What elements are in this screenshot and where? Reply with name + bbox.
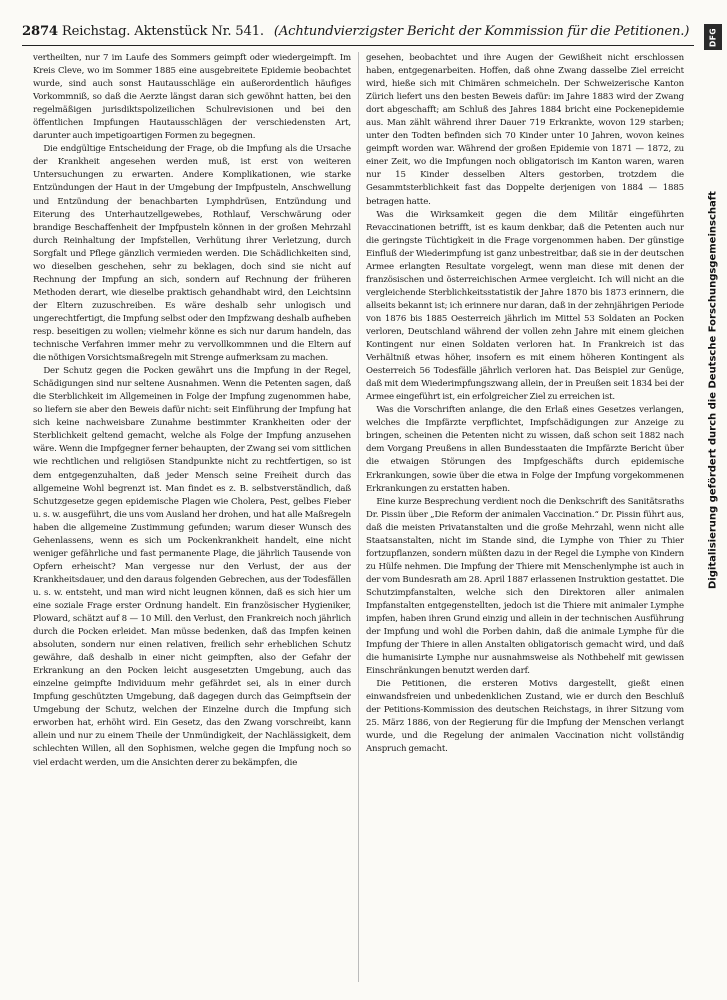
report-title: (Achtundvierzigster Bericht der Kommission für die Petitionen.) [273, 24, 690, 39]
header-rule [22, 45, 694, 46]
digitization-note: Digitalisierung gefördert durch die Deutsche Forschungsgemeinschaft [707, 191, 719, 589]
page-header [22, 20, 694, 44]
paragraph: Was die Wirksamkeit gegen die dem Militär eingeführten Revaccinationen betrifft, ist es kaum denkbar, daß die Petenten auch nur die geringste Tüchtigkeit in die Frage vorgenommen haben. Der günstige Einfluß der Wiederimpfung ist ganz unbestreitbar, daß sie in der deutschen Armee erlangten Resultate vorgelegt, wenn man diese mit denen der französischen und österreichischen Armee vergleicht. Ich will nicht an die vergleichende Sterblichkeitsstatistik der Jahre 1870 bis 1873 erinnern, die allseits bekannt ist; ich erinnere nur daran, daß in der zehnjährigen Periode von 1876 bis 1885 Oesterreich jährlich im Mittel 53 Soldaten an Pocken verloren, Deutschland während der vollen zehn Jahre mit einem gleichen Kontingent nur einen Soldaten verloren hat. In Frankreich ist das Verhältniß etwas höher, insofern es mit einem höheren Kontingent als Oesterreich 56 Todesfälle jährlich verloren hat. Das Beispiel zur Genüge, daß mit dem Wiederimpfungszwang allein, der in Preußen seit 1834 bei der Armee eingeführt ist, ein erfolgreicher Ziel zu erreichen ist. [366, 209, 684, 403]
paragraph: gesehen, beobachtet und ihre Augen der Gewißheit nicht erschlossen haben, entgegenarbeiten. Hoffen, daß ohne Zwang dasselbe Ziel erreicht wird, hieße sich mit Chimären schmeicheln. Der Schweizerische Kanton Zürich liefert uns den besten Beweis dafür: im Jahre 1883 wird der Zwang dort abgeschafft; am Schluß des Jahres 1884 bricht eine Pockenepidemie aus. Man zählt während ihrer Dauer 719 Erkrankte, wovon 129 starben; unter den Todten befinden sich 70 Kinder unter 10 Jahren, wovon keines geimpft worden war. Während der großen Epidemie von 1871 — 1872, zu einer Zeit, wo die Impfungen noch obligatorisch im Kanton waren, waren nur 15 Kinder desselben Alters gestorben, trotzdem die Gesammtsterblichkeit fast das Doppelte derjenigen von 1884 — 1885 betragen hatte. [366, 53, 684, 207]
running-title: Reichstag. Aktenstück Nr. 541. [61, 24, 264, 39]
paragraph: Die Petitionen, die ersteren Motivs dargestellt, gießt einen einwandsfreien und unbedenklichen Zustand, wie er durch den Beschluß der Petitions-Kommission des deutschen Reichstags, in ihrer Sitzung vom 25. März 1886, von der Regierung für die Impfung der Menschen verlangt wurde, und die Regelung der animalen Vaccination nicht vollständig Anspruch gemacht. [366, 679, 684, 755]
paragraph: vertheilten, nur 7 im Laufe des Sommers geimpft oder wiedergeimpft. Im Kreis Cleve, wo im Sommer 1885 eine ausgebreitete Epidemie beobachtet wurde, sind auch sonst Hautausschläge ein außerordentlich häufiges Vorkommniß, so daß die Aerzte längst daran sich gewöhnt hatten, bei den regelmäßigen jurisdiktspolizeilichen Schulrevisionen und bei den öffentlichen Impfungen Hautausschlägen der verschiedensten Art, darunter auch impetigoartigen Formen zu begegnen. [33, 53, 351, 142]
dfg-logo: DFG [704, 24, 722, 50]
paragraph: Was die Vorschriften anlange, die den Erlaß eines Gesetzes verlangen, welches die Impfärzte verpflichtet, Impfschädigungen zur Anzeige zu bringen, scheinen die Petenten nicht zu wissen, daß schon seit 1882 nach dem Vorgang Preußens in allen Bundesstaaten die Impfärzte Bericht über die etwaigen Störungen des Impfgeschäfts durch epidemische Erkrankungen, sowie über die etwa in Folge der Impfung vorgekommenen Erkrankungen zu erstatten haben. [366, 405, 684, 494]
paragraph: Der Schutz gegen die Pocken gewährt uns die Impfung in der Regel, Schädigungen sind nur seltene Ausnahmen. Wenn die Petenten sagen, daß die Sterblichkeit im Allgemeinen in Folge der Impfung zugenommen habe, so liefern sie aber den Beweis dafür nicht: seit Einführung der Impfung hat sich keine nachweisbare Zunahme bestimmter Krankheiten oder der Sterblichkeit geltend gemacht, welche als Folge der Impfung anzusehen wäre. Wenn die Impfgegner ferner behaupten, der Zwang sei vom sittlichen wie rechtlichen und religiösen Standpunkte nicht zu rechtfertigen, so ist dem entgegenzuhalten, daß jeder Mensch seine Freiheit durch das allgemeine Wohl begrenzt ist. Man findet es z. B. selbstverständlich, daß Schutzgesetze gegen epidemische Plagen wie Cholera, Pest, gelbes Fieber u. s. w. ausgeführt, die uns vom Ausland her drohen, und hat alle Maßregeln haben die allgemeine Zustimmung gefunden; warum dieser Wunsch des Gehenlassens, wenn es sich um Pockenkrankheit handelt, eine nicht weniger gefährliche und fast permanente Plage, die jährlich Tausende von Opfern erheischt? Man vergesse nur den Verlust, der aus der Krankheitsdauer, und den daraus folgenden Gebrechen, aus der Todesfällen u. s. w. entsteht, und man wird nicht leugnen können, daß es sich hier um eine soziale Frage erster Ordnung handelt. Ein französischer Hygieniker, Ploward, schätzt auf 8 — 10 Mill. den Verlust, den Frankreich noch jährlich durch die Pocken erleidet. Man müsse bedenken, daß das Impfen keinen absoluten, sondern nur einen relativen, freilich sehr erheblichen Schutz gewähre, daß deshalb in einer nicht geimpften, also der Gefahr der Erkrankung an den Pocken leicht ausgesetzten Umgebung, auch das einzelne geimpfte Individuum mehr gefährdet sei, als in einer durch Impfung geschützten Umgebung, daß dagegen durch das Geimpftsein der Umgebung der Schutz, welchen der Einzelne durch die Impfung sich erworben hat, erhöht wird. Ein Gesetz, das den Zwang vorschreibt, kann allein und nur zu einem Theile der Unmündigkeit, der Nachlässigkeit, dem schlechten Willen, all den Sophismen, welche gegen die Impfung noch so viel erdacht werden, um die Ansichten derer zu bekämpfen, die [33, 366, 351, 768]
right-column [366, 52, 684, 982]
left-column [33, 52, 351, 982]
column-divider [358, 52, 359, 982]
paragraph: Eine kurze Besprechung verdient noch die Denkschrift des Sanitätsraths Dr. Pissin über „Die Reform der animalen Vaccination.“ Dr. Pissin führt aus, daß die meisten Privatanstalten und die große Mehrzahl, wenn nicht alle Staatsanstalten, nicht im Stande sind, die Lymphe von Thier zu Thier fortzupflanzen, sondern müßten dazu in der Regel die Lymphe von Kindern zu Hülfe nehmen. Die Impfung der Thiere mit Menschenlymphe ist auch in der vom Bundesrath am 28. April 1887 erlassenen Instruktion gestattet. Die Schutzimpfanstalten, welche sich den Direktoren aller animalen Impfanstalten entgegenstellten, jedoch ist die Thiere mit animaler Lymphe impfen, haben ihren Grund einzig und allein in der technischen Ausführung der Impfung und wohl die Porben dahin, daß die animale Lymphe für die Impfung der Thiere in allen Anstalten obligatorisch gemacht wird, und daß die humanisirte Lymphe nur ausnahmsweise als Nothbehelf mit gewissen Einschränkungen benutzt werden darf. [366, 496, 684, 677]
page-number: 2874 [22, 24, 58, 39]
paragraph: Die endgültige Entscheidung der Frage, ob die Impfung als die Ursache der Krankheit angesehen werden muß, ist erst von weiteren Untersuchungen zu erwarten. Andere Komplikationen, wie starke Entzündungen der Haut in der Umgebung der Impfpusteln, Anschwellung und Entzündung der benachbarten Lymphdrüsen, Entzündung und Eiterung des Unterhautzellgewebes, Rothlauf, Verschwärung oder brandige Beschaffenheit der Impfpusteln können in der großen Mehrzahl durch Reinhaltung der Impfstellen, Verhütung ihrer Verletzung, durch Sorgfalt und Pflege gänzlich vermieden werden. Die Schädlichkeiten sind, wo dieselben geschehen, sehr zu beklagen, doch sind sie nicht auf Rechnung der Impfung an sich, sondern auf Rechnung der früheren Methoden derart, wie dieselbe praktisch gehandhabt wird, den Leichtsinn der Eltern zuzuschreiben. Es wäre deshalb sehr unlogisch und ungerechtfertigt, die Impfung selbst oder den Impfzwang deshalb aufheben resp. beseitigen zu wollen; vielmehr könne es sich nur darum handeln, das technische Verfahren immer mehr zu vervollkommnen und die Eltern auf die nöthigen Vorsichtsmaßregeln mit Strenge aufmerksam zu machen. [33, 144, 351, 364]
